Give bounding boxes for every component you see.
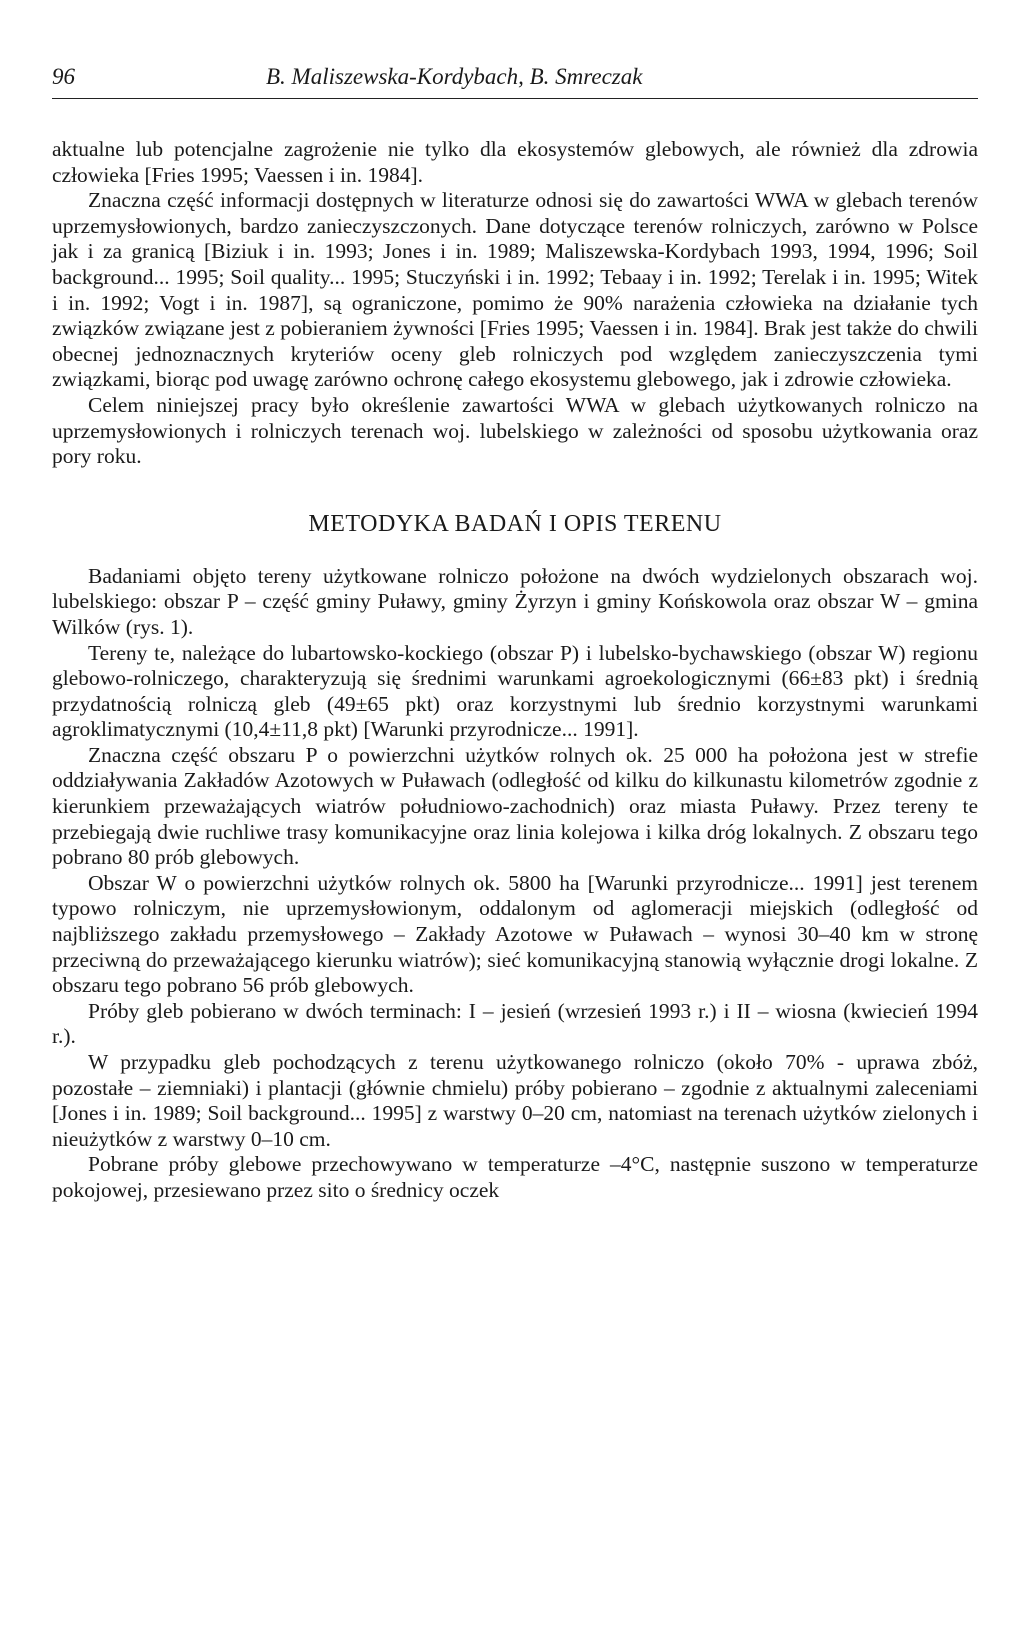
paragraph: Tereny te, należące do lubartowsko-kockiego (obszar P) i lubelsko-bychawskiego (obszar W) regionu glebowo-rolniczego, charakteryzują się średnimi warunkami agroekologicznymi (66±83 pkt) i średnią przydatnością rolniczą gleb (49±65 pkt) oraz korzystnymi lub średnio korzystnymi warunkami agroklimatycznymi (10,4±11,8 pkt) [Warunki przyrodnicze... 1991]. (52, 640, 978, 742)
running-head (52, 56, 978, 98)
paragraph: Badaniami objęto tereny użytkowane rolniczo położone na dwóch wydzielonych obszarach woj. lubelskiego: obszar P – część gminy Puławy, gminy Żyrzyn i gminy Końskowola oraz obszar W – gmina Wilków (rys. 1). (52, 563, 978, 639)
section-heading: METODYKA BADAŃ I OPIS TERENU (308, 510, 722, 537)
page-number: 96 (52, 64, 75, 89)
paragraph: Próby gleb pobierano w dwóch terminach: I – jesień (wrzesień 1993 r.) i II – wiosna (kwiecień 1994 r.). (52, 998, 978, 1049)
page (52, 56, 978, 1204)
paragraph: Celem niniejszej pracy było określenie zawartości WWA w glebach użytkowanych rolniczo na uprzemysłowionych i rolniczych terenach woj. lubelskiego w zależności od sposobu użytkowania oraz pory roku. (52, 392, 978, 469)
running-head-authors: B. Maliszewska-Kordybach, B. Smreczak (266, 64, 643, 89)
paragraph: Znaczna część obszaru P o powierzchni użytków rolnych ok. 25 000 ha położona jest w strefie oddziaływania Zakładów Azotowych w Puławach (odległość od kilku do kilkunastu kilometrów zgodnie z kierunkiem przeważających wiatrów południowo-zachodnich) oraz miasta Puławy. Przez tereny te przebiegają dwie ruchliwe trasy komunikacyjne oraz linia kolejowa i kilka dróg lokalnych. Z obszaru tego pobrano 80 prób glebowych. (52, 742, 978, 870)
paragraph: Znaczna część informacji dostępnych w literaturze odnosi się do zawartości WWA w glebach terenów uprzemysłowionych, bardzo zanieczyszczonych. Dane dotyczące terenów rolniczych, zarówno w Polsce jak i za granicą [Biziuk i in. 1993; Jones i in. 1989; Maliszewska-Kordybach 1993, 1994, 1996; Soil background... 1995; Soil quality... 1995; Stuczyński i in. 1992; Tebaay i in. 1992; Terelak i in. 1995; Witek i in. 1992; Vogt i in. 1987], są ograniczone, pomimo że 90% narażenia człowieka na działanie tych związków związane jest z pobieraniem żywności [Fries 1995; Vaessen i in. 1984]. Brak jest także do chwili obecnej jednoznacznych kryteriów oceny gleb rolniczych pod względem zanieczyszczenia tymi związkami, biorąc pod uwagę zarówno ochronę całego ekosystemu glebowego, jak i zdrowie człowieka. (52, 188, 978, 392)
paragraph: aktualne lub potencjalne zagrożenie nie tylko dla ekosystemów glebowych, ale również dla zdrowia człowieka [Fries 1995; Vaessen i in. 1984]. (52, 137, 978, 187)
article-body (52, 137, 978, 1204)
paragraph: W przypadku gleb pochodzących z terenu użytkowanego rolniczo (około 70% - uprawa zbóż, pozostałe – ziemniaki) i plantacji (głównie chmielu) próby pobierano – zgodnie z aktualnymi zaleceniami [Jones i in. 1989; Soil background... 1995] z warstwy 0–20 cm, natomiast na terenach użytków zielonych i nieużytków z warstwy 0–10 cm. (52, 1050, 978, 1151)
paragraph: Pobrane próby glebowe przechowywano w temperaturze –4°C, następnie suszono w temperaturze pokojowej, przesiewano przez sito o średnicy oczek (52, 1152, 978, 1202)
paragraph: Obszar W o powierzchni użytków rolnych ok. 5800 ha [Warunki przyrodnicze... 1991] jest terenem typowo rolniczym, nie uprzemysłowionym, oddalonym od aglomeracji miejskich (odległość od najbliższego zakładu przemysłowego – Zakłady Azotowe w Puławach – wynosi 30–40 km w stronę przeciwną do przeważającego kierunku wiatrów); sieć komunikacyjną stanowią wyłącznie drogi lokalne. Z obszaru tego pobrano 56 prób glebowych. (52, 870, 978, 998)
header-rule (52, 98, 978, 99)
